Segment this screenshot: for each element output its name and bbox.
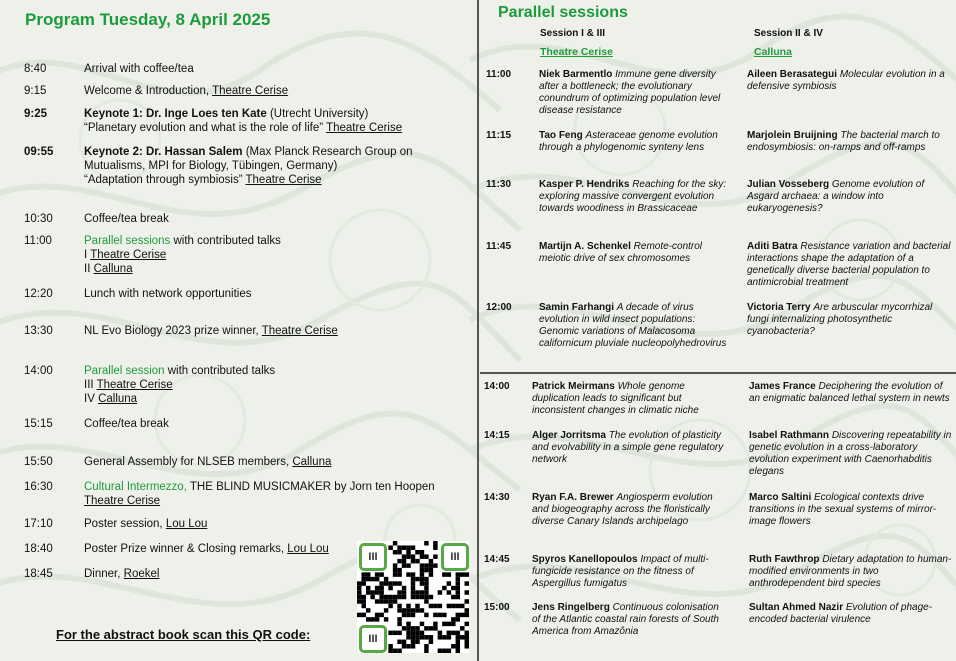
talk-speaker: Victoria Terry [747,302,814,313]
session-b-heading: Session II & IV [754,28,823,39]
program-text: with contributed talks [170,235,281,247]
program-item-time: 17:10 [24,518,53,530]
talk-time: 11:15 [486,130,512,141]
program-item-description [84,287,464,301]
talk-time: 11:30 [486,179,512,190]
talk-title: Genome evolution of Asgard archaea: a window into eukaryogenesis? [747,179,925,214]
talk-title: A decade of virus evolution in wild insect populations: Genomic variations of Malacosoma californicum pluviale nucleopolyhedrovirus [539,302,727,349]
talk-entry [539,241,729,265]
talk-entry [749,602,954,626]
talk-title: Asteraceae genome evolution through a phylogenomic synteny lens [539,130,718,153]
program-item-description [84,517,464,531]
talk-title: Reaching for the sky: exploring massive convergent evolution towards woodiness in Brassicaceae [539,179,727,214]
program-text: IV [84,393,99,405]
talk-speaker: Ruth Fawthrop [749,554,823,565]
program-item-time: 13:30 [24,325,53,337]
talk-entry [747,302,952,338]
talk-title: Ecological contexts drive transitions in the sexual systems of mirror-image flowers [749,492,937,527]
program-text: with contributed talks [164,365,276,377]
venue-link[interactable]: Calluna [93,263,133,275]
program-text: General Assembly for NLSEB members, [84,456,293,468]
talk-time: 11:45 [486,241,512,252]
talk-speaker: Spyros Kanellopoulos [532,554,641,565]
program-text: (Utrecht University) [266,108,369,120]
talk-entry [747,241,952,289]
venue-link[interactable]: Calluna [292,456,332,468]
talk-entry [747,69,952,93]
program-item-time: 15:50 [24,456,53,468]
talk-speaker: Aileen Berasategui [747,69,840,80]
program-item-description [84,480,464,508]
program-item-time: 18:45 [24,568,53,580]
venue-link[interactable]: Lou Lou [287,543,329,555]
talk-title: Angiosperm evolution and biogeography across the floristically diverse Canary Islands archipelago [532,492,713,527]
talk-time: 14:15 [484,430,510,441]
venue-link[interactable]: Theatre Cerise [84,495,161,507]
talk-entry [532,602,727,638]
program-text: Poster Prize winner & Closing remarks, [84,543,288,555]
talk-speaker: Aditi Batra [747,241,801,252]
program-item-description [84,324,464,338]
venue-link[interactable]: Theatre Cerise [245,174,322,186]
program-item-time: 11:00 [24,235,52,247]
talk-time: 12:00 [486,302,512,313]
talk-title: Impact of multi-fungicide resistance on the fitness of Aspergillus fumigatus [532,554,709,589]
program-item-description [84,234,464,276]
program-item-time: 15:15 [24,418,53,430]
talk-title: Evolution of phage-encoded bacterial virulence [749,602,933,625]
talk-entry [532,381,727,417]
talk-entry [539,69,729,117]
program-item-time: 9:25 [24,108,48,120]
talk-entry [532,492,727,528]
program-text: NL Evo Biology 2023 prize winner, [84,325,262,337]
talk-speaker: Patrick Meirmans [532,381,618,392]
program-item-time: 12:20 [24,288,53,300]
talk-speaker: Tao Feng [539,130,586,141]
talk-entry [539,179,729,215]
venue-link[interactable]: Roekel [123,568,160,580]
talk-speaker: Marco Saltini [749,492,815,503]
talk-entry [749,492,954,528]
program-text: THE BLIND MUSICMAKER by Jorn ten Hoopen [186,481,435,493]
qr-caption: For the abstract book scan this QR code: [56,627,311,642]
talk-entry [747,130,952,154]
talk-speaker: Sultan Ahmed Nazir [749,602,846,613]
venue-link[interactable]: Theatre Cerise [261,325,338,337]
talk-title: Dietary adaptation to human-modified environments in two anthrodependent bird species [749,554,952,589]
talk-speaker: Niek Barmentlo [539,69,616,80]
program-item-time: 10:30 [24,213,53,225]
program-text: Lunch with network opportunities [84,288,252,300]
talk-speaker: James France [749,381,819,392]
venue-link[interactable]: Theatre Cerise [90,249,167,261]
venue-link[interactable]: Theatre Cerise [326,122,403,134]
talk-title: Continuous colonisation of the Atlantic coastal rain forests of South America from Amazônia [532,602,719,637]
talk-entry [532,430,727,466]
program-title: Program Tuesday, 8 April 2025 [25,10,271,29]
program-item-description [84,364,464,406]
talk-title: Discovering repeatability in genetic evolution in a cross-laboratory evolution experiment with Caenorhabditis elegans [749,430,952,477]
session-a-heading: Session I & III [540,28,606,39]
talk-title: The bacterial march to endosymbiosis: on-ramps and off-ramps [747,130,940,153]
talk-speaker: Marjolein Bruijning [747,130,841,141]
program-text: Arrival with coffee/tea [84,63,194,75]
program-item-description [84,84,464,98]
session-a-room-link[interactable]: Theatre Cerise [540,46,613,58]
talk-title: Resistance variation and bacterial interactions shape the adaptation of a genetically diverse bacterial population to antimicrobial treatment [747,241,951,288]
talk-entry [539,130,729,154]
qr-badge-top-left: III [359,543,387,571]
venue-link[interactable]: Theatre Cerise [212,85,289,97]
program-text: Coffee/tea break [84,213,169,225]
program-item-description [84,145,464,187]
program-item-description [84,417,464,431]
program-text: “Planetary evolution and what is the role of life” [84,122,327,134]
program-item-time: 9:15 [24,85,47,97]
program-item-time: 16:30 [24,481,53,493]
talk-speaker: Julian Vosseberg [747,179,832,190]
program-text: Dinner, [84,568,124,580]
talk-speaker: Isabel Rathmann [749,430,832,441]
parallel-panel [480,0,956,661]
program-text: Cultural Intermezzo, [84,481,187,493]
program-item-description [84,62,464,76]
talk-speaker: Martijn A. Schenkel [539,241,634,252]
talk-title: Whole genome duplication leads to significant but inconsistent changes in climatic niche [532,381,699,416]
talk-title: Deciphering the evolution of an enigmatic balanced lethal system in newts [749,381,950,404]
talk-title: Remote-control meiotic drive of sex chromosomes [539,241,703,264]
program-text: I [84,249,91,261]
session-b-room-link[interactable]: Calluna [754,46,792,58]
program-item-time: 8:40 [24,63,47,75]
talk-entry [749,381,954,405]
talk-time: 14:45 [484,554,510,565]
program-item-time: 09:55 [24,146,54,158]
parallel-title: Parallel sessions [498,4,628,21]
program-text: “Adaptation through symbiosis” [84,174,246,186]
qr-badge-top-right: III [441,543,469,571]
talk-entry [749,430,954,478]
qr-badge-bottom-left: III [359,625,387,653]
talk-entry [532,554,727,590]
program-text: Parallel sessions [84,235,171,247]
program-text: Parallel session [84,365,165,377]
talk-speaker: Ryan F.A. Brewer [532,492,617,503]
talk-title: Immune gene diversity after a bottleneck; the evolutionary conundrum of optimizing population level disease resistance [539,69,721,116]
talk-entry [539,302,729,350]
program-item-time: 18:40 [24,543,53,555]
program-item-description [84,107,464,135]
venue-link[interactable]: Calluna [98,393,138,405]
talk-speaker: Alger Jorritsma [532,430,609,441]
program-text: (Max Planck Research Group on Mutualisms, MPI for Biology, Tübingen, Germany) [84,146,413,172]
talk-speaker: Samin Farhangi [539,302,617,313]
talk-title: Are arbuscular mycorrhizal fungi internalizing photosynthetic cyanobacteria? [747,302,933,337]
program-text: Keynote 1: Dr. Inge Loes ten Kate [84,108,267,120]
program-text: Coffee/tea break [84,418,169,430]
program-item-description [84,455,464,469]
program-text: II [84,263,94,275]
program-text: Keynote 2: Dr. Hassan Salem [84,146,243,158]
talk-time: 15:00 [484,602,510,613]
talk-entry [747,179,952,215]
program-text: Poster session, [84,518,166,530]
program-item-time: 14:00 [24,365,53,377]
talk-speaker: Kasper P. Hendriks [539,179,633,190]
program-text: III [84,379,97,391]
program-text: Welcome & Introduction, [84,85,213,97]
talk-title: The evolution of plasticity and evolvability in a simple gene regulatory network [532,430,724,465]
talk-speaker: Jens Ringelberg [532,602,613,613]
talk-title: Molecular evolution in a defensive symbiosis [747,69,945,92]
venue-link[interactable]: Theatre Cerise [96,379,173,391]
program-item-description [84,212,464,226]
venue-link[interactable]: Lou Lou [165,518,208,530]
talk-time: 14:30 [484,492,510,503]
talk-entry [749,554,954,590]
talk-time: 14:00 [484,381,510,392]
talk-time: 11:00 [486,69,512,80]
